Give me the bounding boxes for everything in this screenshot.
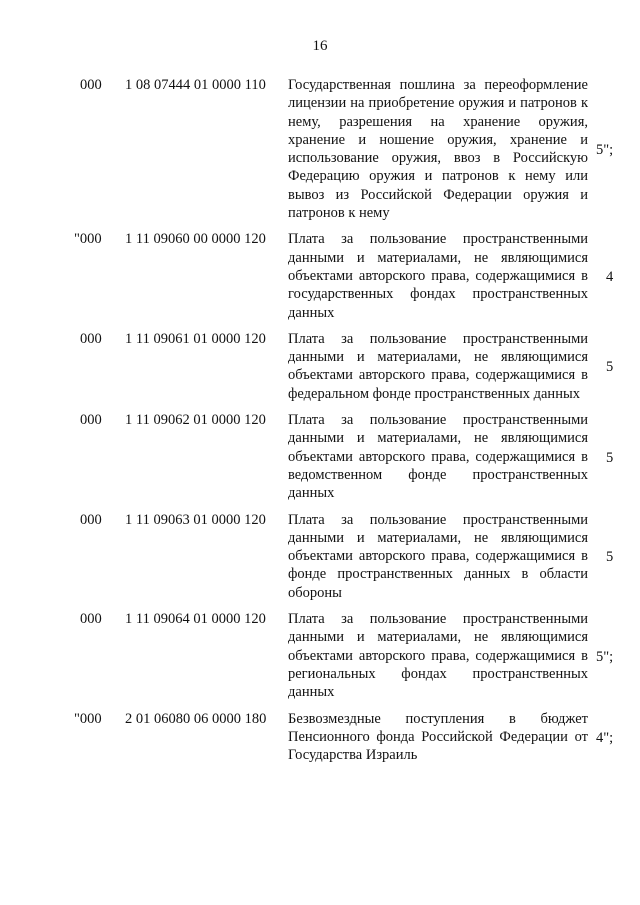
budget-classification-code: 1 08 07444 01 0000 110 [125,77,266,93]
revenue-description: Плата за пользование пространственными данными и материалами, не являющимися объектами авторского права, содержащимися в фонде пространственных данных в области обороны [288,511,588,601]
table-row [0,411,640,502]
allocation-norm: 5"; [596,141,614,158]
admin-code: 000 [80,330,102,347]
revenue-description: Плата за пользование пространственными данными и материалами, не являющимися объектами авторского права, содержащимися в региональных фондах пространственных данных [288,611,588,701]
table-row [0,610,640,701]
table-row [0,710,640,765]
admin-code: 000 [80,412,102,429]
budget-classification-code: 1 11 09060 00 0000 120 [125,231,266,248]
revenue-description: Плата за пользование пространственными данными и материалами, не являющимися объектами авторского права, содержащимися в ведомственном фонде пространственных данных [288,412,588,502]
revenue-description: Плата за пользование пространственными данными и материалами, не являющимися объектами авторского права, содержащимися в государственных фондах пространственных данных [288,231,588,321]
revenue-description: Безвозмездные поступления в бюджет Пенсионного фонда Российской Федерации от Государства Израиль [288,710,588,764]
page-number: 16 [312,38,328,54]
table-row [0,330,640,403]
revenue-description: Государственная пошлина за переоформление лицензии на приобретение оружия и патронов к нему, разрешения на хранение оружия, хранение и ношение оружия, хранение и использование оружия, ввоз в Российскую Федерацию оружия и патронов к нему или вывоз из Российской Федерации оружия и патронов к нему [288,77,588,222]
table-row [0,230,640,321]
admin-code: 000 [80,611,102,628]
admin-code: 000 [80,77,102,93]
budget-classification-code: 1 11 09064 01 0000 120 [125,611,266,628]
allocation-norm: 5 [606,449,614,466]
allocation-norm: 5"; [596,648,614,665]
admin-code: "000 [74,710,102,727]
budget-classification-code: 1 11 09062 01 0000 120 [125,412,266,429]
budget-table [0,76,640,772]
allocation-norm: 5 [606,549,614,566]
revenue-description: Плата за пользование пространственными данными и материалами, не являющимися объектами авторского права, содержащимися в федеральном фонде пространственных данных [288,330,588,402]
budget-classification-code: 1 11 09063 01 0000 120 [125,511,266,528]
allocation-norm: 4"; [596,729,614,746]
table-row [0,511,640,602]
allocation-norm: 5 [606,359,614,376]
admin-code: 000 [80,511,102,528]
admin-code: "000 [74,231,102,248]
budget-classification-code: 1 11 09061 01 0000 120 [125,330,266,347]
table-row [0,76,640,222]
budget-classification-code: 2 01 06080 06 0000 180 [125,710,267,727]
allocation-norm: 4 [606,268,614,285]
